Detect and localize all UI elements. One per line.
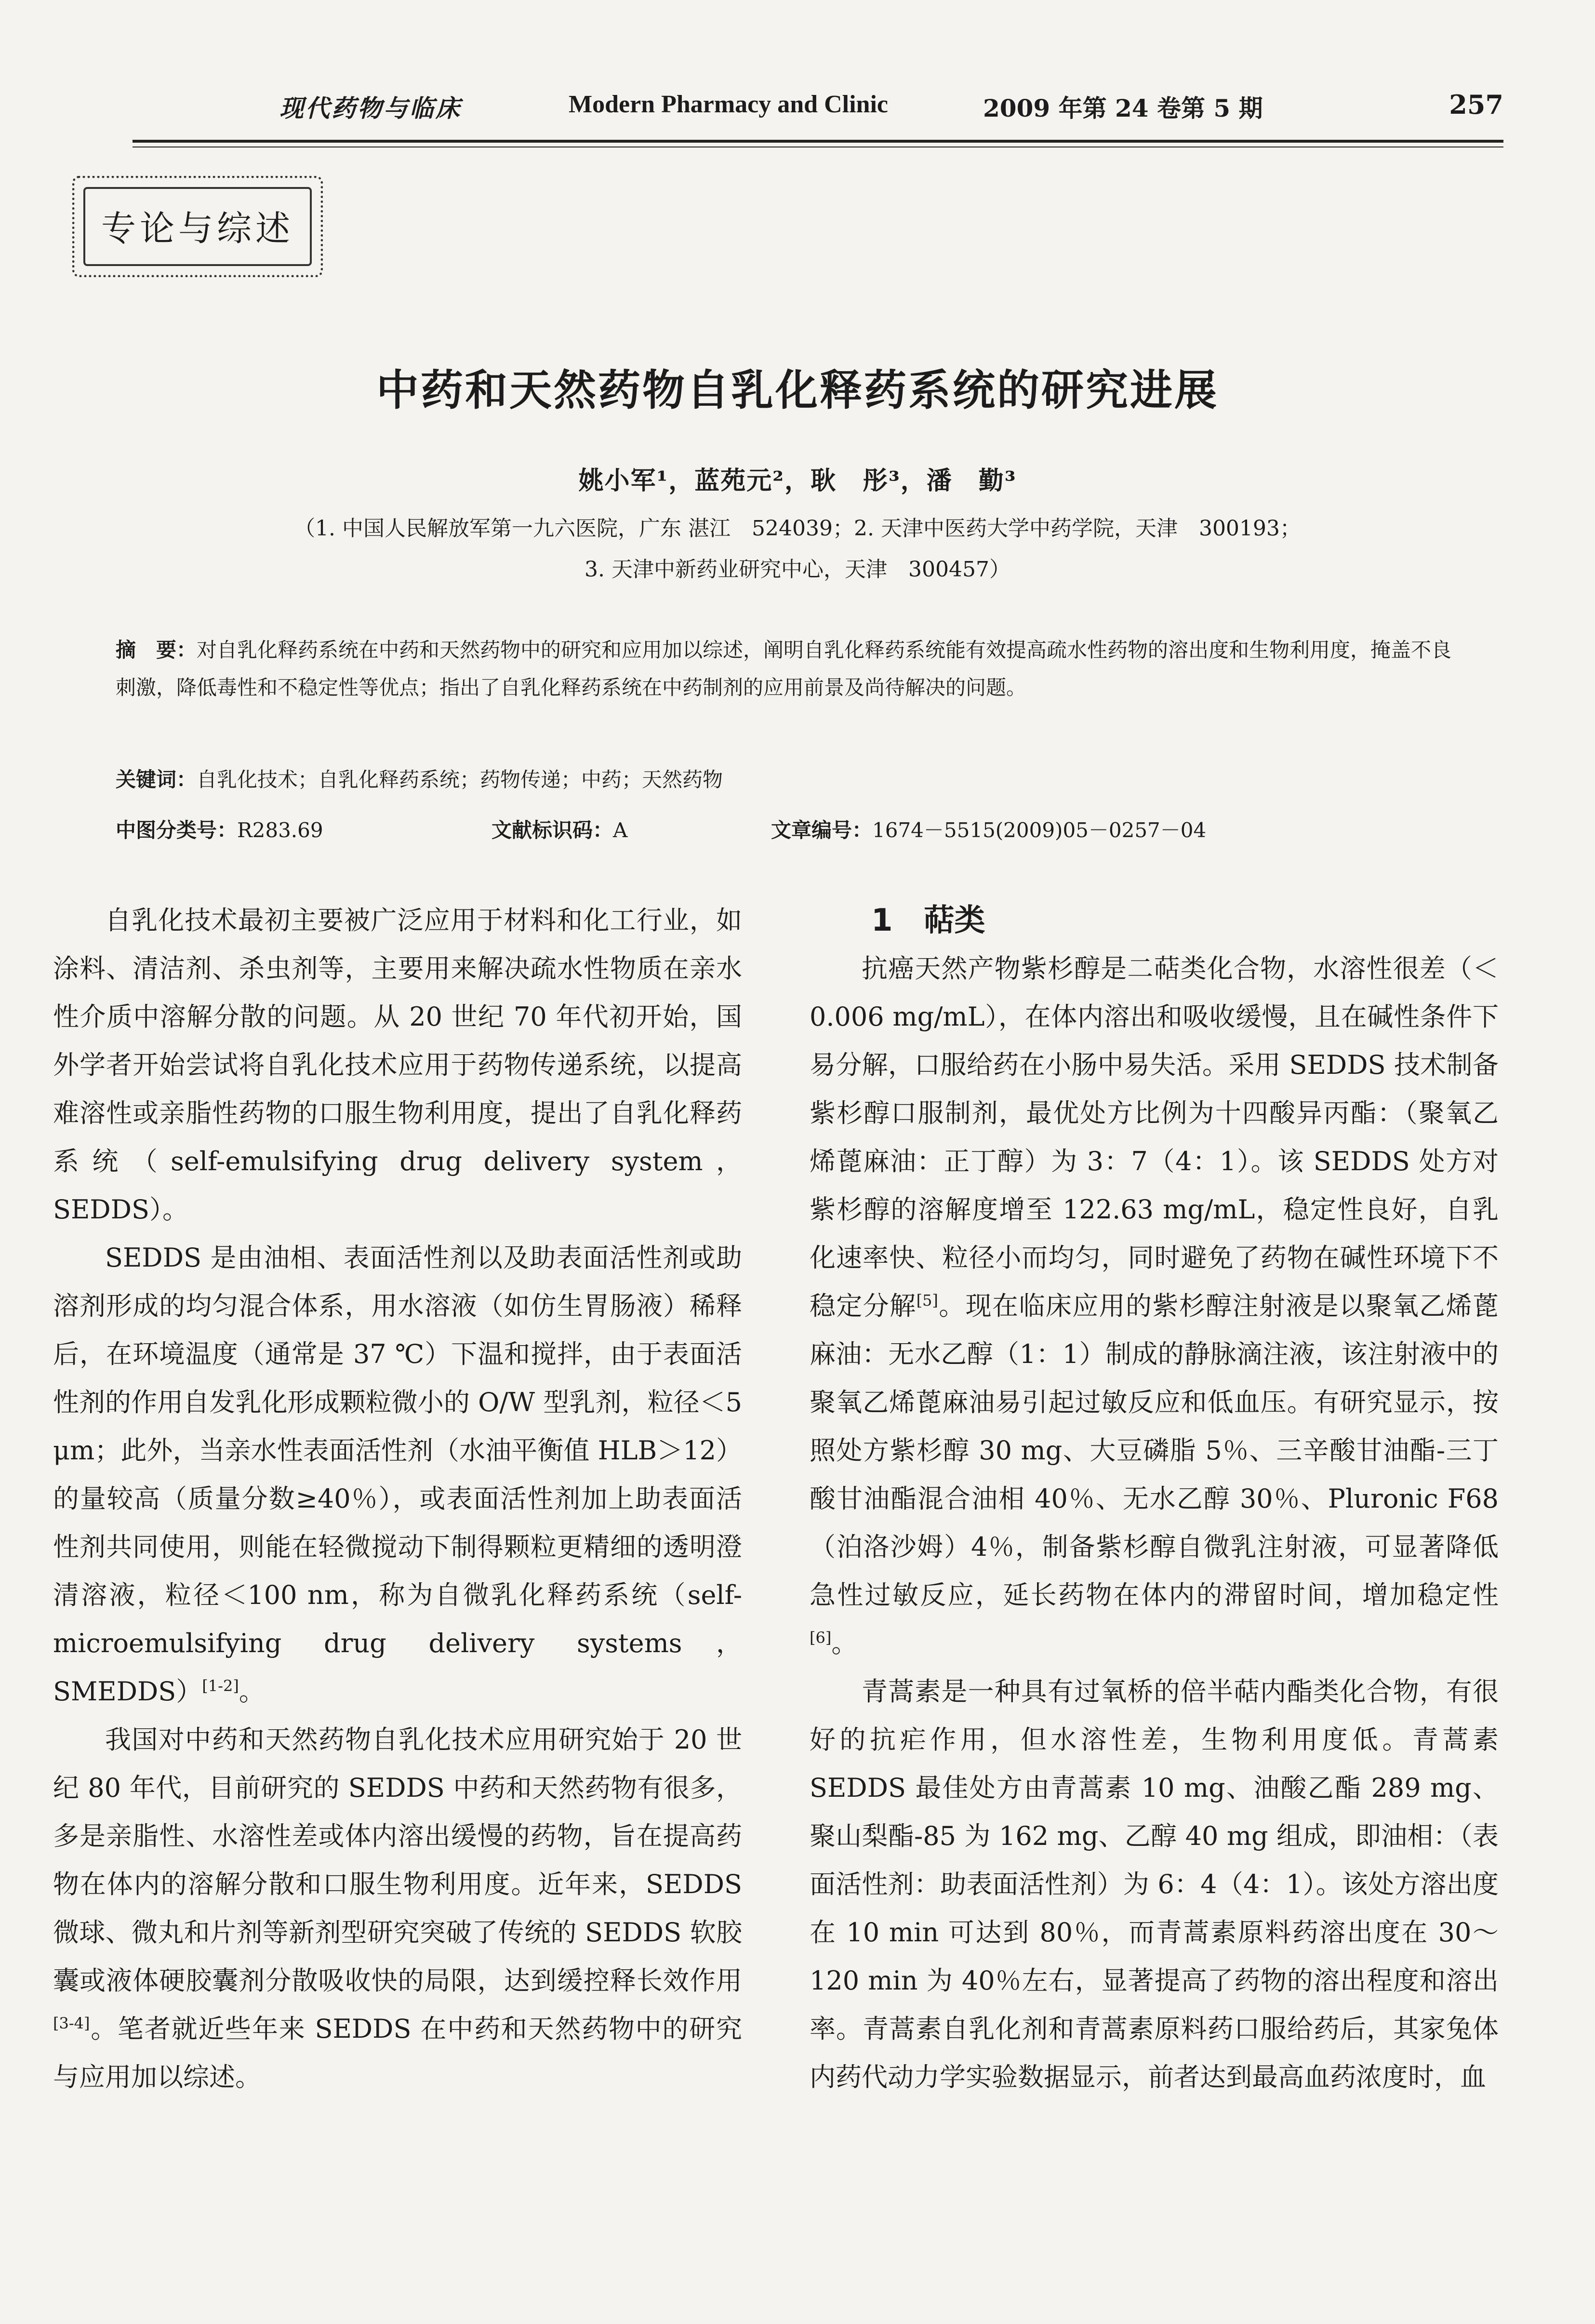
section-badge-label: 专论与综述 <box>101 208 294 249</box>
paragraph-text: 。 <box>831 1628 858 1658</box>
article-number-label: 文章编号： <box>771 818 873 842</box>
paragraph-text: SEDDS 是由油相、表面活性剂以及助表面活性剂或助溶剂形成的均匀混合体系，用水溶液（如仿生胃肠液）稀释后，在环境温度（通常是 37 ℃）下温和搅拌，由于表面活性剂的作用自发乳化形成颗粒微小的 O/W 型乳剂，粒径＜5 μm；此外，当亲水性表面活性剂（水油平衡值 HLB＞12）的量较高（质量分数≥40％），或表面活性剂加上助表面活性剂共同使用，则能在轻微搅动下制得颗粒更精细的透明澄清溶液，粒径＜100 nm，称为自微乳化释药系统（self-microemulsifying drug delivery systems，SMEDDS） <box>53 1242 742 1707</box>
keywords-label: 关键词： <box>116 768 197 791</box>
paragraph-text: 自乳化技术最初主要被广泛应用于材料和化工行业，如涂料、清洁剂、杀虫剂等，主要用来解决疏水性物质在亲水性介质中溶解分散的问题。从 20 世纪 70 年代初开始，国外学者开始尝试将自乳化技术应用于药物传递系统，以提高难溶性或亲脂性药物的口服生物利用度，提出了自乳化释药系统（self-emulsifying drug delivery system，SEDDS）。 <box>53 905 742 1225</box>
affiliation-line-2: 3. 天津中新药业研究中心，天津 300457） <box>585 557 1010 582</box>
citation: [5] <box>916 1291 938 1309</box>
keywords <box>116 764 723 793</box>
affiliation-line-1: （1. 中国人民解放军第一九六医院，广东 湛江 524039；2. 天津中医药大学中药学院，天津 300193； <box>294 516 1301 541</box>
page-number: 257 <box>1449 89 1503 120</box>
document-code <box>492 815 627 843</box>
clc-number <box>116 815 323 843</box>
keywords-text: 自乳化技术；自乳化释药系统；药物传递；中药；天然药物 <box>197 768 723 791</box>
paragraph <box>810 1668 1499 2101</box>
paragraph <box>810 945 1499 1668</box>
paragraph-text: 抗癌天然产物紫杉醇是二萜类化合物，水溶性很差（＜0.006 mg/mL），在体内溶出和吸收缓慢，且在碱性条件下易分解，口服给药在小肠中易失活。采用 SEDDS 技术制备紫杉醇口服制剂，最优处方比例为十四酸异丙酯：（聚氧乙烯蓖麻油：正丁醇）为 3：7（4：1）。该 SEDDS 处方对紫杉醇的溶解度增至 122.63 mg/mL，稳定性良好，自乳化速率快、粒径小而均匀，同时避免了药物在碱性环境下不稳定分解 <box>810 953 1499 1321</box>
paragraph <box>53 1716 742 2101</box>
paragraph-text: 。笔者就近些年来 SEDDS 在中药和天然药物中的研究与应用加以综述。 <box>53 2014 742 2092</box>
issue-info: 2009 年第 24 卷第 5 期 <box>983 94 1263 122</box>
running-head <box>279 84 1503 128</box>
paragraph-text: 青蒿素是一种具有过氧桥的倍半萜内酯类化合物，有很好的抗疟作用，但水溶性差，生物利用度低。青蒿素 SEDDS 最佳处方由青蒿素 10 mg、油酸乙酯 289 mg、聚山梨酯-85 为 162 mg、乙醇 40 mg 组成，即油相：（表面活性剂：助表面活性剂）为 6：4（4：1）。该处方溶出度在 10 min 可达到 80％，而青蒿素原料药溶出度在 30～120 min 为 40％左右，显著提高了药物的溶出程度和溶出率。青蒿素自乳化剂和青蒿素原料药口服给药后，其家兔体内药代动力学实验数据显示，前者达到最高血药浓度时，血 <box>810 1676 1499 2092</box>
clc-label: 中图分类号： <box>116 818 238 842</box>
body-column-left <box>53 896 742 2101</box>
citation: [3-4] <box>53 2014 90 2032</box>
paragraph <box>53 896 742 1234</box>
journal-name-cn: 现代药物与临床 <box>279 94 462 122</box>
abstract-label: 摘 要： <box>116 638 197 662</box>
document-code-label: 文献标识码： <box>492 818 613 842</box>
article-authors: 姚小军¹，蓝苑元²，耿 彤³，潘 勤³ <box>578 466 1017 495</box>
document-code-value: A <box>613 818 628 842</box>
paragraph-text: 。现在临床应用的紫杉醇注射液是以聚氧乙烯蓖麻油：无水乙醇（1：1）制成的静脉滴注液，该注射液中的聚氧乙烯蓖麻油易引起过敏反应和低血压。有研究显示，按照处方紫杉醇 30 mg、大豆磷脂 5％、三辛酸甘油酯-三丁酸甘油酯混合油相 40％、无水乙醇 30％、Pluronic F68（泊洛沙姆）4％，制备紫杉醇自微乳注射液，可显著降低急性过敏反应，延长药物在体内的滞留时间，增加稳定性 <box>810 1291 1499 1610</box>
abstract <box>116 631 1455 707</box>
citation: [6] <box>810 1629 832 1647</box>
paragraph-text: 我国对中药和天然药物自乳化技术应用研究始于 20 世纪 80 年代，目前研究的 SEDDS 中药和天然药物有很多，多是亲脂性、水溶性差或体内溶出缓慢的药物，旨在提高药物在体内的溶解分散和口服生物利用度。近年来，SEDDS 微球、微丸和片剂等新剂型研究突破了传统的 SEDDS 软胶囊或液体硬胶囊剂分散吸收快的局限，达到缓控释长效作用 <box>53 1724 742 1996</box>
article-number-value: 1674－5515(2009)05－0257－04 <box>872 818 1207 842</box>
journal-name-en: Modern Pharmacy and Clinic <box>569 91 888 118</box>
article-title: 中药和天然药物自乳化释药系统的研究进展 <box>376 365 1219 415</box>
section-heading: 1 萜类 <box>871 903 985 938</box>
paragraph-text: 。 <box>239 1676 265 1707</box>
header-rule-thick <box>133 140 1503 143</box>
body-column-right <box>810 896 1499 2101</box>
paragraph <box>53 1234 742 1716</box>
citation: [1-2] <box>202 1677 239 1695</box>
section-badge <box>72 176 323 277</box>
article-number <box>771 815 1206 843</box>
clc-value: R283.69 <box>237 818 323 842</box>
abstract-text: 对自乳化释药系统在中药和天然药物中的研究和应用加以综述，阐明自乳化释药系统能有效提高疏水性药物的溶出度和生物利用度，掩盖不良刺激，降低毒性和不稳定性等优点；指出了自乳化释药系统在中药制剂的应用前景及尚待解决的问题。 <box>116 638 1452 699</box>
